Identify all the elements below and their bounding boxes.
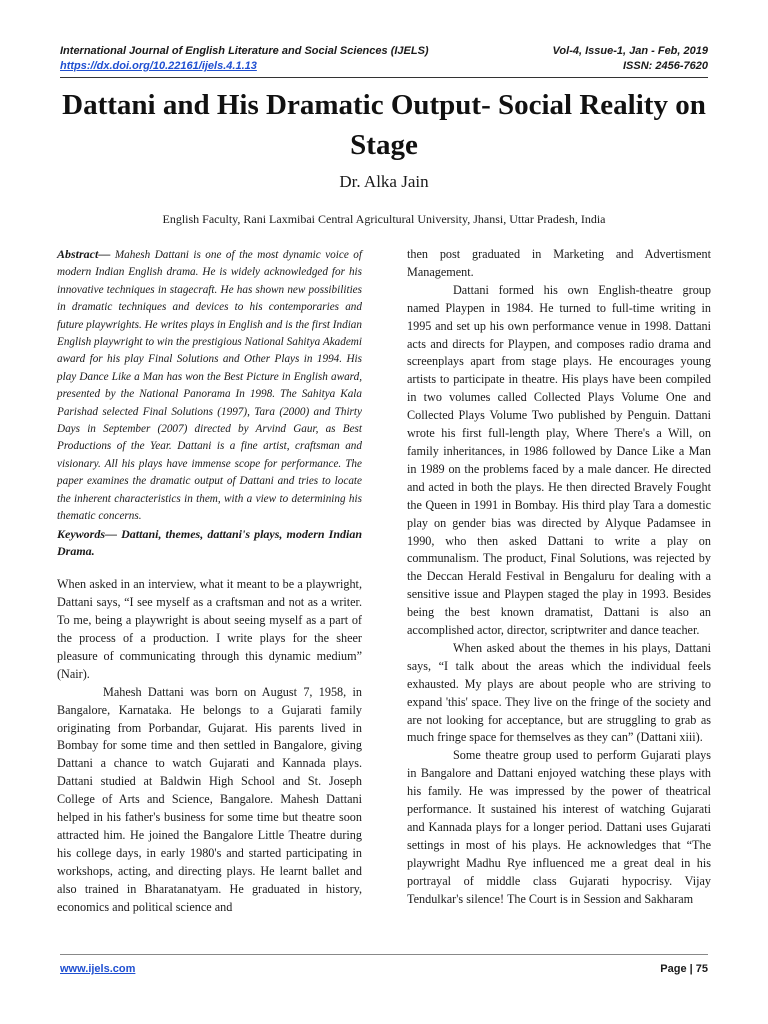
- keywords: Keywords— Dattani, themes, dattani's plays, modern Indian Drama.: [57, 526, 362, 559]
- paper-title: Dattani and His Dramatic Output- Social Reality on Stage: [62, 89, 706, 161]
- doi-link[interactable]: https://dx.doi.org/10.22161/ijels.4.1.13: [60, 60, 257, 72]
- page-footer: [60, 954, 708, 975]
- journal-header: [60, 44, 708, 78]
- abstract: [57, 246, 362, 526]
- paragraph: Dattani formed his own English-theatre group named Playpen in 1984. He turned to full-time writing in 1995 and set up his own performance venue in 1998. Dattani acts and directs for Playpen, and composes radio drama and screenplays apart from stage plays. He encourages young artists to participate in theatre. His plays have been compiled in two volumes called Collected Plays Volume One and Collected Plays Volume Two published by Penguin. Dattani wrote his first full-length play, Where There's a Will, on family inheritances, in 1986 followed by Dance Like a Man in 1989 on the problems faced by a male dancer. He directed and acted in both the plays. He then directed Bravely Fought the Queen in 1991 in Bombay. His third play Tara a domestic play on gender bias was directed by Alyque Padamsee in 1990, who then asked Dattani to write a play on communalism. The product, Final Solutions, was rejected by the Deccan Herald Festival in Bengaluru for dealing with a sensitive issue and Playpen staged the play in 1993. Besides being the best known dramatist, Dattani is also an accomplished actor, director, scriptwriter and dance teacher.: [407, 282, 711, 638]
- author-name: Dr. Alka Jain: [339, 172, 429, 191]
- paragraph: then post graduated in Marketing and Advertisment Management.: [407, 247, 711, 279]
- website-link[interactable]: www.ijels.com: [60, 963, 136, 975]
- abstract-text: Mahesh Dattani is one of the most dynamic voice of modern Indian English drama. He is widely acknowledged for his innovative techniques in stagecraft. He has shown new possibilities in dramatic techniques and devices to his contemporaries and future playwrights. He writes plays in English and is the first Indian English playwright to win the prestigious National Sahitya Akademi award for his play Final Solutions and Other Plays in 1994. His play Dance Like a Man has won the Best Picture in English award, presented by the National Panorama In 1998. The Sahitya Kala Parishad selected Final Solutions (1997), Tara (2000) and Thirty Days in September (2007) directed by Arvind Gaur, as Best Productions of the Year. Dattani is a fine artist, craftsman and visionary. All his plays have immense scope for performance. The paper examines the dramatic output of Dattani and tries to locate the inherent characteristics in them, with a view to determining his thematic concerns.: [57, 249, 362, 523]
- right-column: [407, 246, 711, 909]
- journal-name: International Journal of English Literature and Social Sciences (IJELS): [60, 45, 429, 57]
- author-affiliation: English Faculty, Rani Laxmibai Central Agricultural University, Jhansi, Uttar Pradesh, India: [162, 212, 606, 226]
- volume-info: Vol-4, Issue-1, Jan - Feb, 2019: [552, 45, 708, 57]
- paragraph: Some theatre group used to perform Gujarati plays in Bangalore and Dattani enjoyed watching these plays with his family. He was impressed by the power of theatrical performance. It sustained his interest of watching Gujarati and Kannada plays for a longer period. Dattani uses Gujarati settings in most of his plays. He acknowledges that “The playwright Madhu Rye influenced me a great deal in his portrayal of middle class Gujarati hypocrisy. Vijay Tendulkar's silence! The Court is in Session and Sakharam: [407, 748, 711, 906]
- paragraph: Mahesh Dattani was born on August 7, 1958, in Bangalore, Karnataka. He belongs to a Gujarati family originating from Porbandar, Gujarat. His parents lived in Bombay for some time and then settled in Bangalore, giving Dattani a chance to watch Gujarati and Kannada plays. Dattani studied at Baldwin High School and St. Joseph College of Arts and Science, Bangalore. Mahesh Dattani helped in his father's business for some time but theatre soon attracted him. He joined the Bangalore Little Theatre during his college days, in early 1980's and started participating in workshops, acting, and directing plays. He learnt ballet and also trained in Bharatanatyam. He graduated in history, economics and political science and: [57, 684, 362, 914]
- header-rule: [60, 77, 708, 78]
- paragraph: When asked in an interview, what it meant to be a playwright, Dattani says, “I see myself as a craftsman and not as a writer. To me, being a playwright is about seeing myself as a part of the process of a production. I write plays for the sheer pleasure of communicating through this dynamic medium” (Nair).: [57, 577, 362, 681]
- issn: ISSN: 2456-7620: [623, 60, 708, 72]
- abstract-label: Abstract—: [57, 247, 111, 261]
- paragraph: When asked about the themes in his plays, Dattani says, “I talk about the areas which the individual feels exhausted. My plays are about people who are striving to expand 'this' space. They live on the fringe of the society and are not looking for acceptance, but are struggling to grab as much fringe space for themselves as they can” (Dattani xiii).: [407, 640, 711, 745]
- left-column: [57, 246, 362, 917]
- page-number: Page | 75: [660, 963, 708, 975]
